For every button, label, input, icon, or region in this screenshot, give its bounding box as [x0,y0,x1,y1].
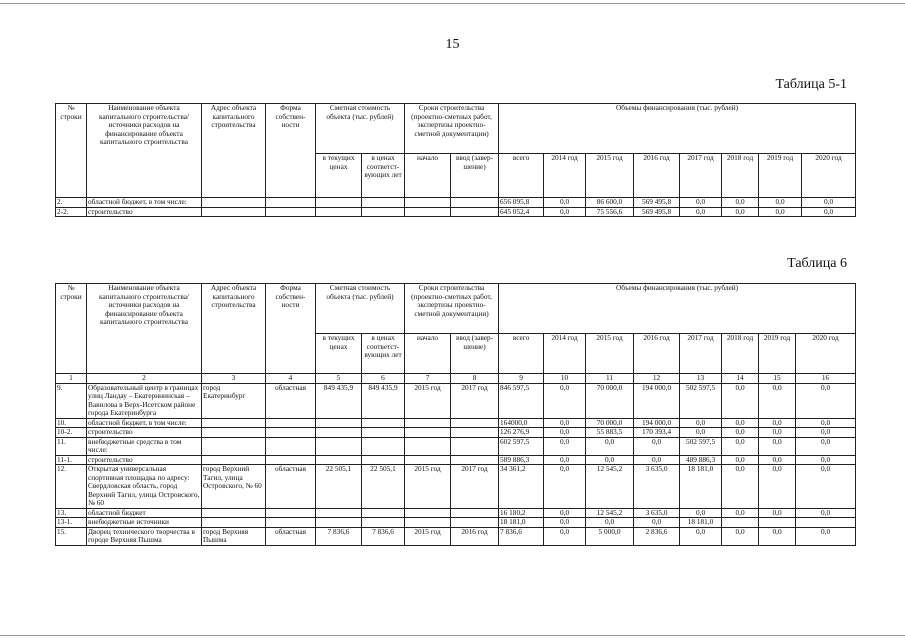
row-2014: 0,0 [544,527,586,545]
row-2019: 0,0 [759,383,796,418]
row-total: 16 180,2 [499,508,544,518]
row-end [451,207,499,217]
row-2017: 0,0 [680,508,722,518]
row-name: областной бюджет [87,508,202,518]
row-start [405,518,451,528]
row-2018: 0,0 [722,198,759,208]
row-number: 2. [56,198,87,208]
row-2018: 0,0 [722,527,759,545]
row-cost-adjusted [362,455,405,465]
row-total: 589 886,3 [499,455,544,465]
table-row [56,428,856,438]
row-2017: 0,0 [680,198,722,208]
row-2019: 0,0 [759,207,802,217]
row-name: строительство [87,455,202,465]
row-cost-current: 22 505,1 [316,465,362,509]
row-number: 13. [56,508,87,518]
row-name: Образовательный центр в границах улиц Ландау – Екатерининская – Вавилова в Верх-Исетском районе города Екатеринбурга [87,383,202,418]
row-cost-adjusted [362,518,405,528]
row-2015: 5 000,0 [586,527,634,545]
row-cost-adjusted: 849 435,9 [362,383,405,418]
row-2020: 0,0 [796,418,856,428]
header-start: начало [405,154,451,198]
column-number: 15 [759,374,796,384]
row-address: город Екатеринбург [202,383,266,418]
row-cost-current [316,428,362,438]
row-address [202,518,266,528]
page-number: 15 [445,37,460,52]
row-start [405,207,451,217]
header-address: Адрес объекта капитального строительства [202,284,266,374]
row-total: 656 095,8 [499,198,544,208]
header-2017: 2017 год [680,334,722,374]
header-cost: Сметная стоимость объекта (тыс. рублей) [316,284,405,334]
row-cost-current [316,518,362,528]
row-number: 11. [56,437,87,455]
row-2015: 12 545,2 [586,465,634,509]
row-end [451,428,499,438]
row-total: 164000,0 [499,418,544,428]
header-2019: 2019 год [759,334,796,374]
scan-artifact [0,3,905,4]
row-end [451,455,499,465]
column-number: 7 [405,374,451,384]
row-ownership [266,428,316,438]
row-end: 2017 год [451,465,499,509]
header-2019: 2019 год [759,154,802,198]
table-row [56,383,856,418]
header-num: № строки [56,284,87,374]
row-2017: 0,0 [680,428,722,438]
column-number: 1 [56,374,87,384]
column-number: 10 [544,374,586,384]
row-cost-adjusted [362,198,405,208]
row-2017: 489 886,3 [680,455,722,465]
row-address [202,198,266,208]
header-cost-adjusted: в ценах соответст-вующих лет [362,154,405,198]
row-cost-current [316,198,362,208]
row-address: город Верхний Тагил, улица Островского, № 60 [202,465,266,509]
row-number: 13-1. [56,518,87,528]
row-ownership [266,518,316,528]
header-ownership: Форма собствен-ности [266,284,316,374]
row-2019: 0,0 [759,418,796,428]
table-row [56,418,856,428]
header-name: Наименование объекта капитального строительства/ источники расходов на финансирование объекта капитального строительства [87,104,202,198]
row-2018: 0,0 [722,428,759,438]
header-terms: Сроки строительства (проектно-сметных работ, экспертизы проектно-сметной документации) [405,104,499,154]
table-row [56,437,856,455]
row-number: 11-1. [56,455,87,465]
column-number: 14 [722,374,759,384]
row-address [202,418,266,428]
row-cost-current [316,418,362,428]
header-cost-current: в текущих ценах [316,154,362,198]
row-end [451,437,499,455]
row-2016: 3 635,0 [634,465,680,509]
row-cost-current: 849 435,9 [316,383,362,418]
row-address [202,455,266,465]
table-row [56,527,856,545]
row-2020: 0,0 [802,207,856,217]
row-2020: 0,0 [796,437,856,455]
row-2019: 0,0 [759,455,796,465]
row-2016: 569 495,8 [634,207,680,217]
row-ownership: областная [266,383,316,418]
row-cost-current [316,207,362,217]
row-name: строительство [87,428,202,438]
row-start [405,198,451,208]
row-start [405,418,451,428]
row-total: 602 597,5 [499,437,544,455]
header-2016: 2016 год [634,334,680,374]
row-cost-adjusted [362,508,405,518]
column-number: 8 [451,374,499,384]
table-row [56,465,856,509]
row-2019: 0,0 [759,437,796,455]
column-number: 4 [266,374,316,384]
header-financing: Объемы финансирования (тыс. рублей) [499,284,856,334]
row-2015: 70 000,0 [586,418,634,428]
column-number: 11 [586,374,634,384]
row-name: строительство [87,207,202,217]
row-2016: 194 000,0 [634,418,680,428]
header-2018: 2018 год [722,154,759,198]
row-total: 126 276,9 [499,428,544,438]
row-2016: 194 000,0 [634,383,680,418]
column-number: 12 [634,374,680,384]
column-number-row [56,374,856,384]
row-cost-adjusted [362,207,405,217]
header-end: ввод (завер-шение) [451,154,499,198]
table-row [56,518,856,528]
row-total: 846 597,5 [499,383,544,418]
row-2018 [722,518,759,528]
row-2017: 0,0 [680,418,722,428]
row-2017: 0,0 [680,527,722,545]
header-name: Наименование объекта капитального строительства/ источники расходов на финансирование объекта капитального строительства [87,284,202,374]
row-2017: 18 181,0 [680,518,722,528]
row-cost-current: 7 836,6 [316,527,362,545]
column-number: 5 [316,374,362,384]
row-2019: 0,0 [759,198,802,208]
row-number: 15. [56,527,87,545]
row-2019: 0,0 [759,428,796,438]
row-2018: 0,0 [722,383,759,418]
header-2015: 2015 год [586,334,634,374]
column-number: 9 [499,374,544,384]
header-total: всего [499,154,544,198]
row-start [405,508,451,518]
row-address [202,207,266,217]
header-terms: Сроки строительства (проектно-сметных работ, экспертизы проектно-сметной документации) [405,284,499,334]
header-num: № строки [56,104,87,198]
row-start: 2015 год [405,527,451,545]
financing-table-5-1 [55,103,856,217]
header-total: всего [499,334,544,374]
row-2018: 0,0 [722,418,759,428]
table-row [56,207,856,217]
row-2017: 502 597,5 [680,437,722,455]
row-2014: 0,0 [544,418,586,428]
row-start [405,437,451,455]
table-caption: Таблица 5-1 [775,77,847,92]
header-2014: 2014 год [544,334,586,374]
header-end: ввод (завер-шение) [451,334,499,374]
row-end [451,518,499,528]
row-2014: 0,0 [544,437,586,455]
row-start: 2015 год [405,383,451,418]
row-address [202,428,266,438]
row-2014: 0,0 [544,198,586,208]
row-start [405,428,451,438]
row-total: 18 181,0 [499,518,544,528]
row-2016: 0,0 [634,518,680,528]
header-start: начало [405,334,451,374]
header-2018: 2018 год [722,334,759,374]
table-body [56,383,856,545]
row-2018: 0,0 [722,207,759,217]
row-ownership [266,508,316,518]
row-2018: 0,0 [722,455,759,465]
row-name: внебюджетные средства в том числе: [87,437,202,455]
row-end [451,198,499,208]
row-2015: 0,0 [586,455,634,465]
row-ownership [266,198,316,208]
row-2019: 0,0 [759,465,796,509]
row-2015: 12 545,2 [586,508,634,518]
row-ownership [266,455,316,465]
row-ownership [266,207,316,217]
row-2020: 0,0 [796,508,856,518]
row-cost-current [316,455,362,465]
row-2014: 0,0 [544,383,586,418]
row-number: 10. [56,418,87,428]
column-number: 6 [362,374,405,384]
row-end [451,418,499,428]
column-number: 13 [680,374,722,384]
row-2017: 18 181,0 [680,465,722,509]
row-ownership [266,418,316,428]
header-financing: Объемы финансирования (тыс. рублей) [499,104,856,154]
row-end: 2016 год [451,527,499,545]
row-total: 645 052,4 [499,207,544,217]
row-2016: 2 836,6 [634,527,680,545]
row-start [405,455,451,465]
row-2018: 0,0 [722,465,759,509]
header-cost-adjusted: в ценах соответст-вующих лет [362,334,405,374]
row-2016: 0,0 [634,455,680,465]
header-address: Адрес объекта капитального строительства [202,104,266,198]
financing-table-6 [55,283,856,546]
row-number: 10-2. [56,428,87,438]
row-name: внебюджетные источники [87,518,202,528]
row-ownership: областная [266,465,316,509]
row-2020: 0,0 [802,198,856,208]
row-2020: 0,0 [796,465,856,509]
row-2016: 170 393,4 [634,428,680,438]
table-row [56,508,856,518]
table-row [56,198,856,208]
row-cost-adjusted: 7 836,6 [362,527,405,545]
row-end [451,508,499,518]
table-row [56,455,856,465]
row-2019: 0,0 [759,508,796,518]
row-2019: 0,0 [759,527,796,545]
row-2015: 70 000,0 [586,383,634,418]
row-start: 2015 год [405,465,451,509]
row-2018: 0,0 [722,437,759,455]
header-cost: Сметная стоимость объекта (тыс. рублей) [316,104,405,154]
row-2016: 3 635,0 [634,508,680,518]
header-2020: 2020 год [796,334,856,374]
row-number: 9. [56,383,87,418]
row-name: Дворец технического творчества в городе Верхняя Пышма [87,527,202,545]
table-body [56,198,856,217]
row-cost-adjusted [362,428,405,438]
row-2018: 0,0 [722,508,759,518]
row-2014: 0,0 [544,428,586,438]
row-name: Открытая универсальная спортивная площадка по адресу: Свердловская область, город Верхний Тагил, улица Островского, № 60 [87,465,202,509]
scan-artifact [0,635,905,636]
header-2017: 2017 год [680,154,722,198]
row-cost-adjusted [362,418,405,428]
row-2020: 0,0 [796,383,856,418]
row-2015: 75 556,6 [586,207,634,217]
column-number: 16 [796,374,856,384]
header-2015: 2015 год [586,154,634,198]
row-2014: 0,0 [544,508,586,518]
row-cost-current [316,437,362,455]
header-2014: 2014 год [544,154,586,198]
row-2020: 0,0 [796,455,856,465]
row-cost-adjusted [362,437,405,455]
row-2014: 0,0 [544,207,586,217]
row-2016: 569 495,8 [634,198,680,208]
row-2014: 0,0 [544,465,586,509]
row-2019 [759,518,796,528]
column-number: 3 [202,374,266,384]
row-cost-adjusted: 22 505,1 [362,465,405,509]
row-address [202,437,266,455]
row-2020 [796,518,856,528]
row-ownership: областная [266,527,316,545]
row-number: 2-2. [56,207,87,217]
row-address: город Верхняя Пышма [202,527,266,545]
row-2017: 0,0 [680,207,722,217]
column-number: 2 [87,374,202,384]
row-2014: 0,0 [544,518,586,528]
row-name: областной бюджет, в том числе: [87,198,202,208]
row-ownership [266,437,316,455]
row-2015: 0,0 [586,518,634,528]
row-2015: 0,0 [586,437,634,455]
header-2020: 2020 год [802,154,856,198]
row-total: 7 836,6 [499,527,544,545]
header-2016: 2016 год [634,154,680,198]
row-2014: 0,0 [544,455,586,465]
row-2015: 86 600,0 [586,198,634,208]
row-number: 12. [56,465,87,509]
table-caption: Таблица 6 [787,256,847,271]
row-end: 2017 год [451,383,499,418]
row-total: 34 361,2 [499,465,544,509]
row-2017: 502 597,5 [680,383,722,418]
row-2015: 55 883,5 [586,428,634,438]
row-2016: 0,0 [634,437,680,455]
row-address [202,508,266,518]
row-cost-current [316,508,362,518]
header-cost-current: в текущих ценах [316,334,362,374]
row-2020: 0,0 [796,527,856,545]
row-2020: 0,0 [796,428,856,438]
header-ownership: Форма собствен-ности [266,104,316,198]
row-name: областной бюджет, в том числе: [87,418,202,428]
